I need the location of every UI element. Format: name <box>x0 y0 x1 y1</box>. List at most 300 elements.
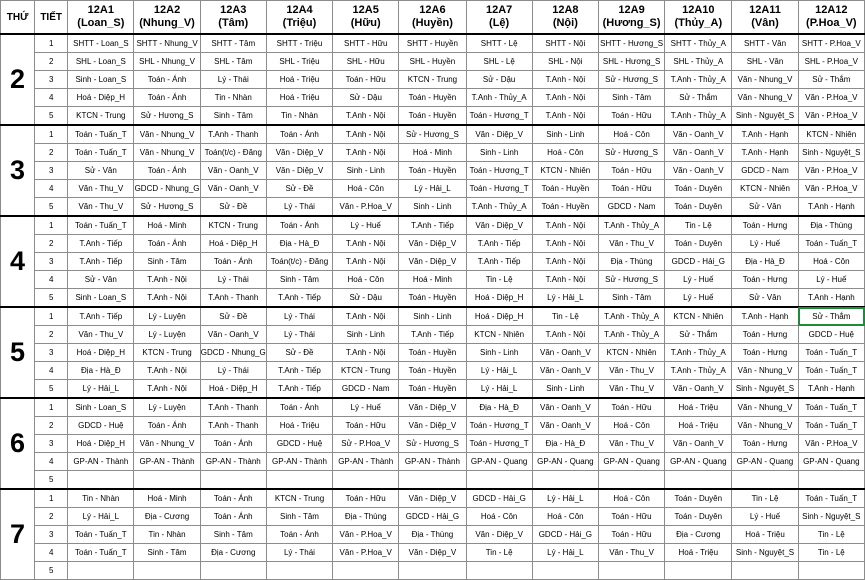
schedule-cell[interactable]: Toán - Tuấn_T <box>68 216 134 235</box>
schedule-cell[interactable]: Sử - Đề <box>200 198 266 217</box>
schedule-cell[interactable]: GDCD - Huệ <box>266 435 332 453</box>
schedule-cell[interactable]: Hoá - Triệu <box>732 526 798 544</box>
schedule-cell[interactable]: Văn - Oanh_V <box>200 326 266 344</box>
schedule-cell[interactable]: SHL - Tâm <box>200 53 266 71</box>
schedule-cell[interactable]: Hoá - Côn <box>598 417 664 435</box>
schedule-cell[interactable]: Lý - Luyện <box>134 398 200 417</box>
schedule-cell[interactable]: KTCN - Nhiên <box>598 344 664 362</box>
schedule-cell[interactable]: T.Anh - Hạnh <box>798 289 864 308</box>
schedule-cell[interactable]: SHL - Nội <box>532 53 598 71</box>
schedule-cell[interactable]: T.Anh - Nội <box>134 362 200 380</box>
schedule-cell[interactable]: Văn - Diệp_V <box>266 162 332 180</box>
schedule-cell[interactable]: T.Anh - Tiếp <box>68 253 134 271</box>
schedule-cell[interactable]: Địa - Cương <box>200 544 266 562</box>
schedule-cell[interactable]: Hoá - Côn <box>532 508 598 526</box>
schedule-cell[interactable] <box>532 471 598 490</box>
schedule-cell[interactable]: Toán - Huyền <box>532 198 598 217</box>
schedule-cell[interactable]: KTCN - Trung <box>333 362 399 380</box>
schedule-cell[interactable]: Văn - Nhung_V <box>732 71 798 89</box>
schedule-cell[interactable]: T.Anh - Nội <box>333 307 399 326</box>
schedule-cell[interactable]: T.Anh - Tiếp <box>466 253 532 271</box>
schedule-cell[interactable]: GDCD - Nam <box>333 380 399 399</box>
class-column-header[interactable] <box>798 1 864 35</box>
schedule-cell[interactable]: Hoá - Triệu <box>665 417 732 435</box>
schedule-cell[interactable]: Văn - Diệp_V <box>399 417 466 435</box>
schedule-cell[interactable]: T.Anh - Nội <box>333 125 399 144</box>
schedule-cell[interactable]: T.Anh - Hạnh <box>732 144 798 162</box>
schedule-cell[interactable]: Văn - Diệp_V <box>399 489 466 508</box>
schedule-cell[interactable]: Sử - Vân <box>68 271 134 289</box>
schedule-cell[interactable]: Văn - Nhung_V <box>732 417 798 435</box>
schedule-cell[interactable]: GP-AN - Quang <box>532 453 598 471</box>
class-column-header[interactable] <box>466 1 532 35</box>
schedule-cell[interactable]: Lý - Hải_L <box>68 380 134 399</box>
schedule-cell[interactable]: Văn - Diệp_V <box>399 544 466 562</box>
schedule-cell[interactable]: Tin - Lệ <box>466 544 532 562</box>
schedule-cell[interactable]: GP-AN - Thành <box>200 453 266 471</box>
schedule-cell[interactable]: SHL - Hương_S <box>598 53 664 71</box>
schedule-cell[interactable]: Toán - Hương_T <box>466 417 532 435</box>
schedule-cell[interactable]: Sinh - Nguyệt_S <box>798 144 864 162</box>
schedule-cell[interactable]: Văn - P.Hoa_V <box>333 526 399 544</box>
schedule-cell[interactable]: Toán - Ánh <box>134 71 200 89</box>
schedule-cell[interactable] <box>732 471 798 490</box>
class-column-header[interactable] <box>68 1 134 35</box>
schedule-cell[interactable]: Sinh - Nguyệt_S <box>732 544 798 562</box>
schedule-cell[interactable]: SHL - Thủy_A <box>665 53 732 71</box>
schedule-cell[interactable]: SHTT - Lệ <box>466 34 532 53</box>
schedule-cell[interactable] <box>200 471 266 490</box>
schedule-cell[interactable]: SHTT - Hữu <box>333 34 399 53</box>
schedule-cell[interactable]: Sinh - Loan_S <box>68 289 134 308</box>
schedule-cell[interactable]: Văn - Oanh_V <box>532 362 598 380</box>
schedule-cell[interactable]: Sử - Hương_S <box>598 271 664 289</box>
schedule-cell[interactable]: Hoá - Diệp_H <box>68 435 134 453</box>
schedule-cell[interactable]: Hoá - Triệu <box>266 89 332 107</box>
class-column-header[interactable] <box>399 1 466 35</box>
schedule-cell[interactable]: Lý - Thái <box>266 326 332 344</box>
schedule-cell[interactable]: SHTT - Vân <box>732 34 798 53</box>
schedule-cell[interactable]: Sinh - Nguyệt_S <box>798 508 864 526</box>
schedule-cell[interactable]: T.Anh - Tiếp <box>68 235 134 253</box>
schedule-cell[interactable]: T.Anh - Thanh <box>200 417 266 435</box>
schedule-cell[interactable]: T.Anh - Nội <box>532 326 598 344</box>
schedule-cell[interactable]: Toán - Hưng <box>732 326 798 344</box>
schedule-cell[interactable]: Văn - Oanh_V <box>532 417 598 435</box>
schedule-cell[interactable]: Lý - Huế <box>665 271 732 289</box>
schedule-cell[interactable]: KTCN - Trung <box>200 216 266 235</box>
schedule-cell[interactable]: Hoá - Diệp_H <box>466 289 532 308</box>
schedule-cell[interactable]: T.Anh - Nội <box>532 271 598 289</box>
schedule-cell[interactable]: Văn - P.Hoa_V <box>333 544 399 562</box>
schedule-cell[interactable]: KTCN - Nhiên <box>466 326 532 344</box>
schedule-cell[interactable]: GDCD - Hải_G <box>532 526 598 544</box>
schedule-cell[interactable]: Văn - P.Hoa_V <box>798 89 864 107</box>
schedule-cell[interactable]: SHTT - P.Hoa_V <box>798 34 864 53</box>
schedule-cell[interactable]: Toán - Tuấn_T <box>798 344 864 362</box>
schedule-cell[interactable]: T.Anh - Tiếp <box>399 216 466 235</box>
schedule-cell[interactable]: Sinh - Tâm <box>200 526 266 544</box>
schedule-cell[interactable] <box>68 471 134 490</box>
schedule-cell[interactable]: Toán - Hương_T <box>466 180 532 198</box>
schedule-cell[interactable]: T.Anh - Nội <box>532 253 598 271</box>
class-column-header[interactable] <box>200 1 266 35</box>
schedule-cell[interactable]: Toán - Huyền <box>399 289 466 308</box>
schedule-cell[interactable]: Hoá - Minh <box>134 216 200 235</box>
schedule-cell[interactable]: GP-AN - Quang <box>466 453 532 471</box>
schedule-cell[interactable]: Hoá - Côn <box>598 489 664 508</box>
schedule-cell[interactable]: Toán - Hữu <box>598 526 664 544</box>
schedule-cell[interactable]: SHL - Loan_S <box>68 53 134 71</box>
schedule-cell[interactable]: Văn - Diệp_V <box>399 398 466 417</box>
schedule-cell[interactable]: Toán(t/c) - Đăng <box>200 144 266 162</box>
schedule-cell[interactable] <box>134 471 200 490</box>
schedule-cell[interactable]: Sinh - Linh <box>333 162 399 180</box>
schedule-cell[interactable]: Toán - Hữu <box>598 398 664 417</box>
schedule-cell[interactable]: Sử - Thắm <box>798 307 864 326</box>
schedule-cell[interactable]: Sử - Hương_S <box>399 125 466 144</box>
schedule-cell[interactable]: T.Anh - Tiếp <box>466 235 532 253</box>
schedule-cell[interactable]: Văn - Oanh_V <box>532 398 598 417</box>
schedule-cell[interactable]: T.Anh - Thanh <box>200 125 266 144</box>
schedule-cell[interactable]: Địa - Hà_Đ <box>466 398 532 417</box>
schedule-cell[interactable]: Lý - Thái <box>200 362 266 380</box>
schedule-cell[interactable]: T.Anh - Hạnh <box>732 307 798 326</box>
schedule-cell[interactable] <box>333 471 399 490</box>
schedule-cell[interactable]: Toán - Huyền <box>399 107 466 126</box>
schedule-cell[interactable]: Toán - Tuấn_T <box>68 544 134 562</box>
schedule-cell[interactable]: T.Anh - Tiếp <box>266 289 332 308</box>
schedule-cell[interactable]: T.Anh - Nội <box>532 107 598 126</box>
schedule-cell[interactable]: Toán(t/c) - Đăng <box>266 253 332 271</box>
schedule-cell[interactable]: Hoá - Minh <box>399 144 466 162</box>
schedule-cell[interactable]: Toán - Huyền <box>399 162 466 180</box>
schedule-cell[interactable]: Địa - Hà_Đ <box>732 253 798 271</box>
schedule-cell[interactable]: T.Anh - Thủy_A <box>598 307 664 326</box>
schedule-cell[interactable]: Tin - Lệ <box>798 526 864 544</box>
schedule-cell[interactable]: Toán - Huyền <box>399 362 466 380</box>
schedule-cell[interactable]: T.Anh - Nội <box>134 289 200 308</box>
schedule-cell[interactable]: Toán - Huyền <box>399 344 466 362</box>
schedule-cell[interactable]: Sinh - Linh <box>399 307 466 326</box>
schedule-cell[interactable]: Hoá - Minh <box>399 271 466 289</box>
schedule-cell[interactable]: GDCD - Huệ <box>798 326 864 344</box>
schedule-cell[interactable]: Văn - Thu_V <box>68 180 134 198</box>
schedule-cell[interactable]: Văn - Thu_V <box>598 235 664 253</box>
schedule-cell[interactable]: Sử - P.Hoa_V <box>333 435 399 453</box>
schedule-cell[interactable]: T.Anh - Nội <box>532 216 598 235</box>
schedule-cell[interactable]: Lý - Thái <box>266 198 332 217</box>
schedule-cell[interactable]: Lý - Thái <box>266 544 332 562</box>
schedule-cell[interactable]: Sử - Hương_S <box>399 435 466 453</box>
schedule-cell[interactable]: T.Anh - Thanh <box>200 398 266 417</box>
schedule-cell[interactable]: Lý - Luyện <box>134 326 200 344</box>
schedule-cell[interactable]: Văn - Oanh_V <box>200 180 266 198</box>
schedule-cell[interactable]: GDCD - Hải_G <box>665 253 732 271</box>
schedule-cell[interactable]: Toán - Duyên <box>665 198 732 217</box>
schedule-cell[interactable]: Sử - Hương_S <box>598 144 664 162</box>
schedule-cell[interactable]: Văn - Oanh_V <box>665 435 732 453</box>
schedule-cell[interactable]: Sử - Hương_S <box>134 107 200 126</box>
schedule-cell[interactable]: SHTT - Huyền <box>399 34 466 53</box>
schedule-cell[interactable]: Tin - Lệ <box>532 307 598 326</box>
schedule-cell[interactable]: Sử - Hương_S <box>598 71 664 89</box>
schedule-cell[interactable]: Lý - Thái <box>200 71 266 89</box>
schedule-cell[interactable] <box>466 471 532 490</box>
schedule-cell[interactable]: T.Anh - Nội <box>333 253 399 271</box>
schedule-cell[interactable]: GP-AN - Quang <box>598 453 664 471</box>
schedule-cell[interactable]: Sinh - Linh <box>399 198 466 217</box>
schedule-cell[interactable]: SHL - P.Hoa_V <box>798 53 864 71</box>
schedule-cell[interactable]: Toán - Duyên <box>665 235 732 253</box>
schedule-cell[interactable]: GDCD - Nhung_G <box>134 180 200 198</box>
schedule-cell[interactable]: Lý - Huế <box>798 271 864 289</box>
schedule-cell[interactable]: SHL - Huyền <box>399 53 466 71</box>
schedule-cell[interactable]: Tin - Lệ <box>665 216 732 235</box>
schedule-cell[interactable]: Toán - Hữu <box>333 71 399 89</box>
schedule-cell[interactable]: Toán - Ánh <box>266 125 332 144</box>
schedule-cell[interactable]: Văn - Diệp_V <box>466 125 532 144</box>
schedule-cell[interactable]: T.Anh - Tiếp <box>266 362 332 380</box>
schedule-cell[interactable]: GP-AN - Thành <box>134 453 200 471</box>
schedule-cell[interactable]: Văn - Nhung_V <box>732 89 798 107</box>
schedule-cell[interactable]: Hoá - Diệp_H <box>466 307 532 326</box>
schedule-cell[interactable]: Lý - Thái <box>266 307 332 326</box>
schedule-cell[interactable]: Hoá - Diệp_H <box>200 380 266 399</box>
schedule-cell[interactable]: Toán - Huyền <box>532 180 598 198</box>
schedule-cell[interactable]: Lý - Hải_L <box>466 362 532 380</box>
schedule-cell[interactable]: Toán - Hưng <box>732 344 798 362</box>
schedule-cell[interactable]: Văn - Thu_V <box>598 544 664 562</box>
schedule-cell[interactable]: Sinh - Tâm <box>266 508 332 526</box>
schedule-cell[interactable]: Sử - Đề <box>266 344 332 362</box>
schedule-cell[interactable]: GDCD - Huệ <box>68 417 134 435</box>
schedule-cell[interactable]: Lý - Luyện <box>134 307 200 326</box>
schedule-cell[interactable]: Sử - Hương_S <box>134 198 200 217</box>
schedule-cell[interactable]: T.Anh - Nội <box>134 271 200 289</box>
schedule-cell[interactable]: Sinh - Tâm <box>598 289 664 308</box>
schedule-cell[interactable]: Toán - Hưng <box>732 435 798 453</box>
schedule-cell[interactable]: Văn - Nhung_V <box>134 435 200 453</box>
schedule-cell[interactable]: T.Anh - Hạnh <box>798 198 864 217</box>
schedule-cell[interactable]: Sử - Thắm <box>665 89 732 107</box>
schedule-cell[interactable]: KTCN - Nhiên <box>732 180 798 198</box>
schedule-cell[interactable]: Lý - Hải_L <box>466 380 532 399</box>
schedule-cell[interactable]: Toán - Tuấn_T <box>798 398 864 417</box>
schedule-cell[interactable]: Sinh - Tâm <box>134 544 200 562</box>
schedule-cell[interactable]: Văn - Thu_V <box>598 435 664 453</box>
schedule-cell[interactable]: Sinh - Linh <box>466 344 532 362</box>
schedule-cell[interactable]: Hoá - Triệu <box>266 71 332 89</box>
class-column-header[interactable] <box>665 1 732 35</box>
schedule-cell[interactable]: Toán - Ánh <box>200 489 266 508</box>
schedule-cell[interactable]: Sử - Dậu <box>333 289 399 308</box>
schedule-cell[interactable]: Toán - Duyên <box>665 508 732 526</box>
schedule-cell[interactable]: Địa - Hà_Đ <box>266 235 332 253</box>
schedule-cell[interactable]: Địa - Cương <box>134 508 200 526</box>
schedule-cell[interactable]: Toán - Hương_T <box>466 162 532 180</box>
schedule-cell[interactable]: Hoá - Triệu <box>665 398 732 417</box>
schedule-cell[interactable]: T.Anh - Hạnh <box>732 125 798 144</box>
schedule-cell[interactable]: Sử - Dậu <box>466 71 532 89</box>
schedule-cell[interactable]: Sử - Đề <box>266 180 332 198</box>
schedule-cell[interactable]: T.Anh - Nội <box>333 144 399 162</box>
schedule-cell[interactable]: T.Anh - Tiếp <box>68 307 134 326</box>
schedule-cell[interactable]: Địa - Thùng <box>598 253 664 271</box>
schedule-cell[interactable]: Toán - Hưng <box>732 271 798 289</box>
schedule-cell[interactable]: Sinh - Loan_S <box>68 71 134 89</box>
schedule-cell[interactable]: T.Anh - Thủy_A <box>665 71 732 89</box>
schedule-cell[interactable]: SHTT - Hương_S <box>598 34 664 53</box>
schedule-cell[interactable]: T.Anh - Nội <box>532 235 598 253</box>
schedule-cell[interactable]: Hoá - Minh <box>134 489 200 508</box>
schedule-cell[interactable]: Văn - P.Hoa_V <box>798 180 864 198</box>
schedule-cell[interactable]: Sử - Vân <box>68 162 134 180</box>
schedule-cell[interactable]: Sử - Vân <box>732 198 798 217</box>
schedule-cell[interactable]: Địa - Cương <box>665 526 732 544</box>
schedule-cell[interactable]: T.Anh - Thủy_A <box>665 362 732 380</box>
schedule-cell[interactable]: Tin - Lệ <box>466 271 532 289</box>
schedule-cell[interactable]: Lý - Huế <box>665 289 732 308</box>
schedule-cell[interactable]: SHTT - Thủy_A <box>665 34 732 53</box>
schedule-cell[interactable]: T.Anh - Nội <box>134 380 200 399</box>
schedule-cell[interactable]: Sinh - Nguyệt_S <box>732 107 798 126</box>
schedule-cell[interactable]: Văn - Oanh_V <box>665 125 732 144</box>
schedule-cell[interactable]: Văn - P.Hoa_V <box>333 198 399 217</box>
schedule-cell[interactable]: Toán - Hữu <box>598 162 664 180</box>
class-column-header[interactable] <box>333 1 399 35</box>
schedule-cell[interactable]: Toán - Tuấn_T <box>68 526 134 544</box>
schedule-cell[interactable]: SHL - Vân <box>732 53 798 71</box>
schedule-cell[interactable]: GP-AN - Thành <box>266 453 332 471</box>
schedule-cell[interactable]: KTCN - Nhiên <box>532 162 598 180</box>
schedule-cell[interactable]: Địa - Thùng <box>399 526 466 544</box>
schedule-cell[interactable]: Văn - Oanh_V <box>200 162 266 180</box>
schedule-cell[interactable]: Toán - Hưng <box>732 216 798 235</box>
schedule-cell[interactable]: Tin - Lệ <box>732 489 798 508</box>
schedule-cell[interactable]: T.Anh - Nội <box>532 71 598 89</box>
schedule-cell[interactable]: Văn - Oanh_V <box>665 162 732 180</box>
schedule-cell[interactable]: Hoá - Côn <box>532 144 598 162</box>
schedule-cell[interactable]: Toán - Tuấn_T <box>798 417 864 435</box>
class-column-header[interactable] <box>266 1 332 35</box>
schedule-cell[interactable]: GP-AN - Quang <box>665 453 732 471</box>
class-column-header[interactable] <box>134 1 200 35</box>
schedule-cell[interactable]: T.Anh - Thủy_A <box>466 89 532 107</box>
schedule-cell[interactable]: Hoá - Triệu <box>266 417 332 435</box>
schedule-cell[interactable]: Sinh - Tâm <box>134 253 200 271</box>
schedule-cell[interactable]: Lý - Hải_L <box>68 508 134 526</box>
schedule-cell[interactable]: Hoá - Triệu <box>665 544 732 562</box>
schedule-cell[interactable]: KTCN - Trung <box>266 489 332 508</box>
schedule-cell[interactable]: Văn - Oanh_V <box>665 144 732 162</box>
schedule-cell[interactable] <box>598 471 664 490</box>
schedule-cell[interactable]: Văn - Diệp_V <box>266 144 332 162</box>
schedule-cell[interactable]: Địa - Thùng <box>798 216 864 235</box>
class-column-header[interactable] <box>598 1 664 35</box>
schedule-cell[interactable]: GDCD - Nhung_G <box>200 344 266 362</box>
schedule-cell[interactable]: Toán - Ánh <box>200 435 266 453</box>
schedule-cell[interactable]: Sinh - Nguyệt_S <box>732 380 798 399</box>
schedule-cell[interactable]: T.Anh - Thủy_A <box>598 216 664 235</box>
schedule-cell[interactable]: Sử - Đề <box>200 307 266 326</box>
schedule-cell[interactable]: T.Anh - Thủy_A <box>665 344 732 362</box>
schedule-cell[interactable]: Tin - Nhàn <box>266 107 332 126</box>
schedule-cell[interactable]: Văn - Thu_V <box>598 362 664 380</box>
schedule-cell[interactable]: Sinh - Linh <box>333 326 399 344</box>
schedule-cell[interactable]: Toán - Ánh <box>266 398 332 417</box>
schedule-cell[interactable]: GDCD - Nam <box>732 162 798 180</box>
schedule-cell[interactable]: Văn - Nhung_V <box>134 144 200 162</box>
schedule-cell[interactable]: Lý - Hải_L <box>532 489 598 508</box>
schedule-cell[interactable]: Địa - Thùng <box>333 508 399 526</box>
class-column-header[interactable] <box>732 1 798 35</box>
schedule-cell[interactable]: Toán - Tuấn_T <box>798 489 864 508</box>
schedule-cell[interactable]: Văn - P.Hoa_V <box>798 107 864 126</box>
schedule-cell[interactable]: Văn - P.Hoa_V <box>798 162 864 180</box>
schedule-cell[interactable]: T.Anh - Nội <box>333 107 399 126</box>
schedule-cell[interactable]: Toán - Hữu <box>333 417 399 435</box>
schedule-cell[interactable] <box>399 471 466 490</box>
schedule-cell[interactable]: Toán - Ánh <box>200 508 266 526</box>
schedule-cell[interactable]: Tin - Lệ <box>798 544 864 562</box>
schedule-cell[interactable]: Lý - Thái <box>200 271 266 289</box>
schedule-cell[interactable]: Toán - Tuấn_T <box>798 235 864 253</box>
schedule-cell[interactable]: Lý - Huế <box>333 398 399 417</box>
schedule-cell[interactable]: Lý - Huế <box>732 235 798 253</box>
schedule-cell[interactable]: Toán - Hữu <box>598 107 664 126</box>
schedule-cell[interactable]: Địa - Hà_Đ <box>68 362 134 380</box>
schedule-cell[interactable]: KTCN - Nhiên <box>798 125 864 144</box>
schedule-cell[interactable]: Sử - Dậu <box>333 89 399 107</box>
schedule-cell[interactable]: Hoá - Côn <box>466 508 532 526</box>
schedule-cell[interactable]: Toán - Hữu <box>598 180 664 198</box>
schedule-cell[interactable]: T.Anh - Hạnh <box>798 380 864 399</box>
schedule-cell[interactable]: KTCN - Nhiên <box>665 307 732 326</box>
schedule-cell[interactable]: Toán - Hữu <box>598 508 664 526</box>
schedule-cell[interactable]: GP-AN - Thành <box>399 453 466 471</box>
schedule-cell[interactable]: Toán - Duyên <box>665 489 732 508</box>
schedule-cell[interactable]: Văn - Diệp_V <box>399 235 466 253</box>
schedule-cell[interactable]: T.Anh - Nội <box>333 344 399 362</box>
schedule-cell[interactable]: Toán - Hương_T <box>466 107 532 126</box>
schedule-cell[interactable]: Lý - Huế <box>732 508 798 526</box>
schedule-cell[interactable]: Văn - Thu_V <box>68 198 134 217</box>
schedule-cell[interactable]: Sử - Thắm <box>665 326 732 344</box>
schedule-cell[interactable]: Sử - Vân <box>732 289 798 308</box>
schedule-cell[interactable]: Toán - Hữu <box>333 489 399 508</box>
schedule-cell[interactable]: KTCN - Trung <box>68 107 134 126</box>
schedule-cell[interactable]: T.Anh - Tiếp <box>266 380 332 399</box>
schedule-cell[interactable]: Sử - Thắm <box>798 71 864 89</box>
schedule-cell[interactable]: Sinh - Tâm <box>266 271 332 289</box>
schedule-cell[interactable]: Văn - Oanh_V <box>532 344 598 362</box>
schedule-cell[interactable]: Văn - Diệp_V <box>399 253 466 271</box>
schedule-cell[interactable]: T.Anh - Tiếp <box>399 326 466 344</box>
schedule-cell[interactable] <box>665 471 732 490</box>
schedule-cell[interactable]: Lý - Hải_L <box>532 544 598 562</box>
schedule-cell[interactable]: T.Anh - Thủy_A <box>598 326 664 344</box>
schedule-cell[interactable]: Địa - Hà_Đ <box>532 435 598 453</box>
schedule-cell[interactable]: SHTT - Loan_S <box>68 34 134 53</box>
schedule-cell[interactable]: Toán - Ánh <box>134 89 200 107</box>
schedule-cell[interactable]: GDCD - Hải_G <box>399 508 466 526</box>
schedule-cell[interactable]: KTCN - Trung <box>134 344 200 362</box>
schedule-cell[interactable]: SHL - Hữu <box>333 53 399 71</box>
schedule-cell[interactable]: Sinh - Tâm <box>598 89 664 107</box>
schedule-cell[interactable]: Lý - Huế <box>333 216 399 235</box>
class-column-header[interactable] <box>532 1 598 35</box>
